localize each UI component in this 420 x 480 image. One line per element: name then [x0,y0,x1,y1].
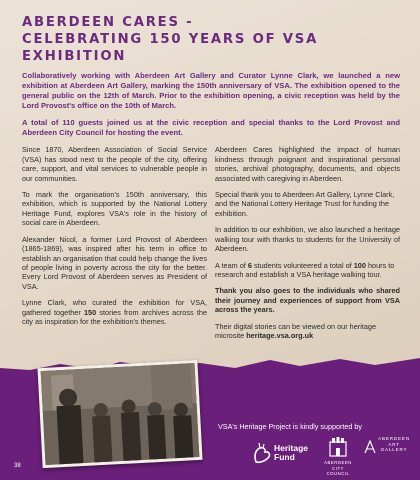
right-paragraph-3: In addition to our exhibition, we also launched a heritage walking tour with thanks to students for the University of Aberdeen. [215,225,400,254]
right-column [215,145,400,347]
sponsor-logos [252,436,412,476]
art-gallery-line-3: GALLERY [380,447,408,453]
page-number: 38 [14,463,21,469]
art-gallery-line-1: ABERDEEN [378,436,410,441]
heritage-fund-line-1: Heritage [274,443,309,453]
lottery-hand-icon [252,442,272,464]
city-council-line-2: CITY COUNCIL [326,465,350,476]
article [22,14,400,347]
heritage-fund-line-2: Fund [274,452,295,462]
art-gallery-wordmark [376,436,412,453]
left-paragraph-1: Since 1870, Aberdeen Association of Social Service (VSA) has stood next to the people of the city, offering care, support, and vital services to vulnerable people in our communities. [22,145,207,183]
body-columns [22,145,400,347]
city-council-line-1: ABERDEEN [324,460,352,465]
text-run: Lynne Clark, who curated the exhibition for VSA, gathered together [22,298,207,317]
lead-paragraph-2: A total of 110 guests joined us at the civic reception and special thanks to the Lord Provost and Aberdeen City Council for hosting the event. [22,117,400,137]
stories-count: 150 [83,307,97,317]
title-line-2: CELEBRATING 150 YEARS OF VSA EXHIBITION [22,32,319,64]
lead-paragraph-1: Collaboratively working with Aberdeen Art Gallery and Curator Lynne Clark, we launched a new exhibition at Aberdeen Art Gallery, marking the 150th anniversary of VSA. The exhibition opened to the general public on the 12th of March. Prior to the exhibition opening, a civic reception was held by the Lord Provost's office on the 10th of March. [22,71,400,110]
students-count: 6 [247,260,252,270]
right-paragraph-5: Thank you also goes to the individuals who shared their journey and experiences of support from VSA across the years. [215,286,400,315]
archival-photo-image [41,363,203,468]
right-paragraph-4 [215,261,400,280]
text-run: Their digital stories can be viewed on our heritage microsite [215,321,377,340]
archival-photo [37,360,202,468]
text-run: hours to research and establish a VSA heritage walking tour. [215,260,395,279]
right-paragraph-1: Aberdeen Cares highlighted the impact of human kindness through poignant and inspirational personal stories, archival photography, documents, and objects associated with caregiving in Aberdeen. [215,145,400,183]
left-column [22,145,207,347]
city-council-wordmark [320,460,356,477]
heritage-fund-wordmark [274,444,308,462]
support-text: VSA's Heritage Project is kindly supported by [218,422,362,431]
text-run: students volunteered a total of [251,260,354,270]
hours-count: 100 [353,260,366,270]
microsite-link[interactable]: heritage.vsa.org.uk [246,330,314,340]
art-gallery-line-2: ART [388,441,400,447]
left-paragraph-2: To mark the organisation's 150th anniversary, this exhibition, which is supported by the National Lottery Heritage Fund, explores VSA's role in the history of social care in Aberdeen. [22,190,207,228]
text-run: A team of [215,260,248,270]
text-run: stories from archives across the city as inspiration for the exhibition's themes. [22,307,207,326]
title-line-1: ABERDEEN CARES - [22,15,194,30]
city-crest-icon [327,436,349,458]
page-title [22,14,400,65]
right-paragraph-6 [215,322,400,341]
gallery-mark-icon [364,440,376,454]
left-paragraph-4 [22,298,207,326]
right-paragraph-2: Special thank you to Aberdeen Art Gallery, Lynne Clark, and the National Lottery Heritage Trust for funding the exhibition. [215,190,395,218]
lead-section [22,71,400,137]
left-paragraph-3: Alexander Nicol, a former Lord Provost of Aberdeen (1865-1869), was inspired after his term in office to establish an organisation that could help change the lives of people living in poverty across the city for the better. Every Lord Provost of Aberdeen serves as President of VSA. [22,234,207,291]
